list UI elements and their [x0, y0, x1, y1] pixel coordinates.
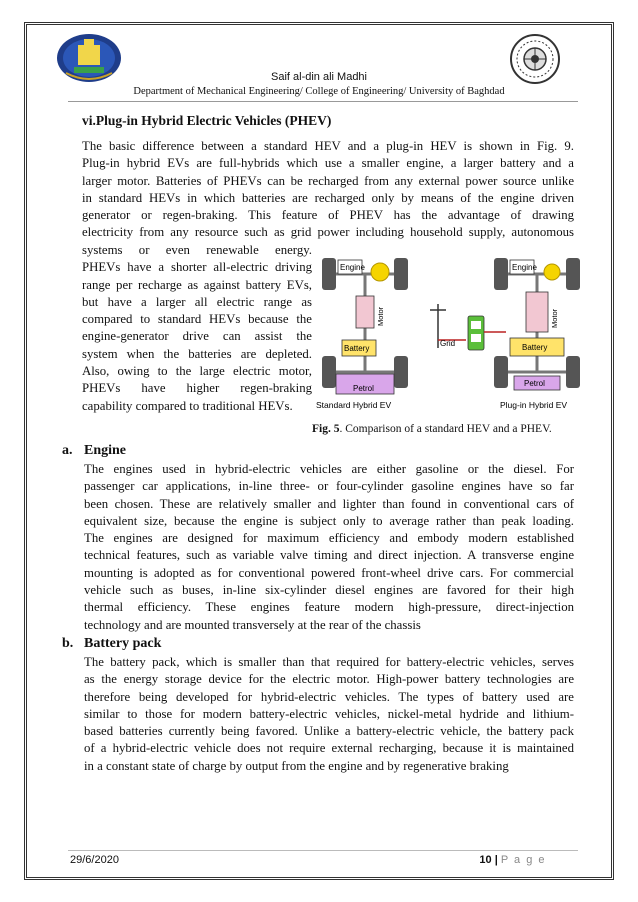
- text-line: therefore being developed for hybrid-electric vehicles. The types of battery used are: [84, 689, 574, 704]
- footer-page: [479, 854, 546, 866]
- text-line: The battery pack, which is smaller than that required for battery-electric vehicles, serves: [84, 655, 574, 669]
- section-title: vi.Plug-in Hybrid Electric Vehicles (PHEV): [82, 113, 332, 128]
- text-line: of a hybrid-electric vehicle does not require external recharging, because it is maintained: [84, 741, 574, 756]
- text-line: as the energy storage device for the electric motor. High-power battery technologies are: [84, 672, 574, 687]
- text-line: capability compared to traditional HEVs.: [82, 398, 293, 413]
- hev-phev-figure: [310, 252, 580, 417]
- text-line: PHEVs have a shorter all-electric driving: [82, 260, 312, 275]
- side-paragraph: [82, 242, 312, 415]
- standard-hybrid-diagram: [316, 258, 408, 410]
- text-line: passenger car applications, in-line three- or four-cylinder gasoline engines have so far: [84, 479, 574, 494]
- text-line: system when the batteries are depleted.: [82, 346, 312, 361]
- petrol-label: Petrol: [353, 384, 374, 393]
- battery-label: Battery: [522, 343, 548, 352]
- text-line: The basic difference between a standard HEV and a plug-in HEV is shown in Fig. 9.: [82, 139, 574, 153]
- text-line: but have a larger all electric range as: [82, 294, 312, 309]
- page-number: 10: [479, 854, 492, 866]
- text-line: based batteries currently being favored. Unlike a battery-electric vehicle, the battery pack: [84, 724, 574, 739]
- figure-caption: [312, 423, 552, 435]
- battery-paragraph: [84, 654, 574, 775]
- text-line: mounting is adopted as for conventional powered front-wheel drive cars. For commercial: [84, 565, 574, 580]
- grid-label: Grid: [440, 339, 456, 348]
- motor-icon: [356, 296, 374, 328]
- header-author: Saif al-din ali Madhi: [271, 71, 367, 83]
- text-line: range per recharge as against battery EVs,: [82, 277, 312, 292]
- engine-icon: [371, 263, 389, 281]
- engine-paragraph: [84, 461, 574, 634]
- text-line: The engines are designed for maximum efficiency and embody modern established: [84, 531, 574, 546]
- header-department: Department of Mechanical Engineering/ College of Engineering/ University of Baghdad: [133, 86, 505, 97]
- footer-date: 29/6/2020: [70, 854, 119, 866]
- grid-diagram: [430, 304, 506, 350]
- text-line: similar to those for modern battery-electric vehicles, nickel-metal hydride and lithium-: [84, 706, 574, 721]
- engine-label: Engine: [340, 263, 365, 272]
- text-line: technology and are mounted transversely at the rear of the chassis: [84, 617, 421, 632]
- heading-label: b.: [62, 636, 74, 651]
- page-word: P a g e: [500, 854, 546, 866]
- text-line: in a constant state of charge by output from the engine and by regenerative braking: [84, 758, 509, 773]
- text-line: been chosen. These are relatively smaller and lighter than found in conventional cars of: [84, 496, 574, 511]
- engine-icon: [544, 264, 560, 280]
- text-line: equivalent size, because the engine is subject only to average rather than peak loading.: [84, 513, 574, 528]
- engine-label: Engine: [512, 263, 537, 272]
- text-line: engine-generator drive can assist the: [82, 329, 312, 344]
- intro-paragraph: [82, 138, 574, 242]
- page-separator: |: [494, 854, 498, 866]
- battery-heading: [62, 636, 161, 652]
- header-divider: [68, 101, 578, 102]
- motor-label: Motor: [550, 308, 559, 328]
- text-line: vehicle such as buses, in-line six-cylinder diesel engines are favored for their high: [84, 583, 574, 598]
- plugin-hybrid-label: Plug-in Hybrid EV: [500, 400, 568, 410]
- text-line: electricity from any resource such as grid power including household supply, autonomous: [82, 225, 574, 240]
- text-line: The engines used in hybrid-electric vehicles are either gasoline or the diesel. For: [84, 462, 574, 476]
- caption-text: . Comparison of a standard HEV and a PHEV.: [339, 423, 552, 435]
- standard-hybrid-label: Standard Hybrid EV: [316, 400, 392, 410]
- text-line: systems or even renewable energy.: [82, 243, 312, 257]
- footer-divider: [68, 850, 578, 851]
- text-line: larger motor. Batteries of PHEVs can be recharged from any external power source unlike: [82, 173, 574, 188]
- motor-icon: [526, 292, 548, 332]
- text-line: Also, owing to the large electric motor,: [82, 364, 312, 379]
- text-line: generator or regen-braking. This feature of PHEV has the advantage of drawing: [82, 208, 574, 223]
- plugin-hybrid-diagram: [494, 258, 580, 410]
- text-line: in standard HEVs in which batteries are recharged only by means of the engine driven: [82, 190, 574, 205]
- petrol-label: Petrol: [524, 379, 545, 388]
- heading-label: a.: [62, 443, 73, 458]
- engine-heading: [62, 443, 126, 459]
- text-line: compared to standard HEVs because the: [82, 312, 312, 327]
- caption-label: Fig. 5: [312, 423, 340, 435]
- heading-title: Battery pack: [84, 636, 162, 651]
- text-line: technical features, such as variable valve timing and direct injection. A transverse engine: [84, 548, 574, 563]
- text-line: Plug-in hybrid EVs are full-hybrids which use a smaller engine, a larger battery and a: [82, 156, 574, 171]
- text-line: thermal efficiency. These engines feature modern high-pressure, direct-injection: [84, 600, 574, 615]
- text-line: PHEVs have higher regen-braking: [82, 381, 312, 396]
- heading-title: Engine: [84, 443, 127, 458]
- motor-label: Motor: [376, 306, 385, 326]
- battery-label: Battery: [344, 344, 370, 353]
